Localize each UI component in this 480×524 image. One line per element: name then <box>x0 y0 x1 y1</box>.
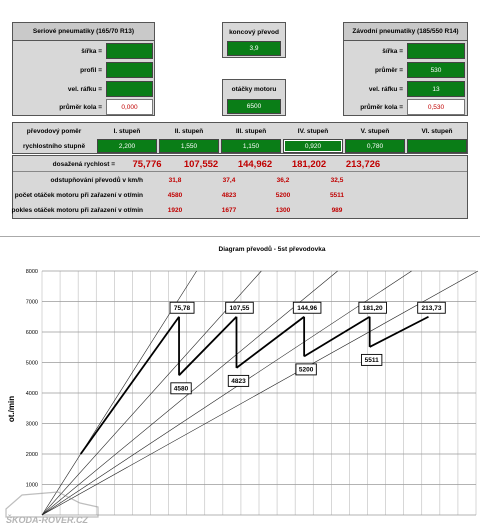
shift-rpm-label: 5511 <box>364 357 379 365</box>
ratio-input-2[interactable]: 1,550 <box>159 139 219 153</box>
ratio-input-5[interactable]: 0,780 <box>345 139 405 153</box>
sawtooth-segment <box>304 317 370 357</box>
speed-value-1: 75,776 <box>132 158 162 170</box>
race-diameter-input[interactable]: 530 <box>407 62 465 78</box>
shift-speed-label: 181,20 <box>362 305 383 313</box>
ratio-input-6[interactable] <box>407 139 467 153</box>
shift-sawtooth <box>81 317 429 454</box>
step-kmh-label: odstupňování převodů v km/h <box>50 176 143 184</box>
speed-value-5: 213,726 <box>345 158 381 170</box>
rpm-drop-4: 989 <box>331 206 343 214</box>
rpm-drop-label: pokles otáček motoru při zařazení v ot/min <box>11 206 143 214</box>
stock-tires-title: Seriové pneumatiky (165/70 R13) <box>13 23 154 41</box>
shift-speed-label: 213,73 <box>421 305 442 313</box>
engine-rpm-title: otáčky motoru <box>231 85 277 93</box>
speed-label: dosažená rychlost = <box>52 160 115 168</box>
ratio-input-3[interactable]: 1,150 <box>221 139 281 153</box>
y-tick-label: 4000 <box>25 391 38 397</box>
shift-speed-label: 75,78 <box>173 305 191 313</box>
race-rim-input[interactable]: 13 <box>407 81 465 97</box>
stock-profile-input[interactable] <box>106 62 153 78</box>
ratio-input-4[interactable]: 0,920 <box>283 139 343 153</box>
y-tick-label: 2000 <box>25 452 38 458</box>
results-table <box>12 155 468 219</box>
y-tick-label: 3000 <box>25 421 38 428</box>
shift-speed-label: 144,96 <box>297 305 318 313</box>
final-drive-input[interactable]: 3,9 <box>227 41 281 56</box>
stock-diameter-label: průměr kola = <box>13 99 105 115</box>
gear-header-6: VI. stupeň <box>421 127 453 135</box>
stock-profile-label: profil = <box>13 62 105 78</box>
chart-title: Diagram převodů - 5st převodovka <box>218 246 326 253</box>
stock-width-input[interactable] <box>106 43 153 59</box>
chart-labels <box>170 302 445 394</box>
stock-rim-label: vel. ráfku = <box>13 81 105 97</box>
rpm-drop-3: 1300 <box>275 206 291 214</box>
engine-rpm-panel <box>222 79 286 116</box>
shift-speed-label: 107,55 <box>229 305 250 313</box>
final-drive-title: koncový převod <box>229 28 279 36</box>
y-tick-label: 1000 <box>25 482 38 489</box>
step-kmh-4: 32,5 <box>330 176 344 184</box>
y-tick-label: 8000 <box>25 269 38 275</box>
ratio-row-header: převodový poměr <box>26 127 82 135</box>
race-rim-label: vel. ráfku = <box>344 81 406 97</box>
calculator-sheet <box>0 0 480 232</box>
y-tick-label: 7000 <box>25 299 38 306</box>
rpm-drop-2: 1677 <box>221 206 237 214</box>
speed-value-4: 181,202 <box>291 158 327 170</box>
gear-diagram <box>0 236 480 524</box>
gear-header-3: III. stupeň <box>235 127 267 135</box>
gear-header-2: II. stupeň <box>174 127 204 135</box>
race-tires-title: Závodní pneumatiky (185/550 R14) <box>344 23 467 41</box>
final-drive-panel <box>222 22 286 58</box>
shift-rpm-3: 5200 <box>275 191 291 199</box>
shift-rpm-label: 4823 <box>231 378 246 386</box>
results-divider <box>13 171 467 172</box>
watermark-logo <box>6 492 98 524</box>
race-diameter-value: 0,530 <box>407 99 465 115</box>
y-tick-label: 5000 <box>25 360 38 367</box>
gear-ratio-table <box>12 122 468 154</box>
shift-rpm-1: 4580 <box>167 191 183 199</box>
shift-rpm-4: 5511 <box>329 191 345 199</box>
sawtooth-segment <box>81 317 179 454</box>
speed-value-2: 107,552 <box>183 158 219 170</box>
race-diameter-input-label: průměr = <box>344 62 406 78</box>
shift-rpm-label: počet otáček motoru při zařazení v ot/min <box>14 191 143 199</box>
step-kmh-2: 37,4 <box>222 176 236 184</box>
ratio-row-label: rychlostního stupně <box>22 142 86 150</box>
y-axis-label: ot./min <box>7 395 16 423</box>
step-kmh-1: 31,8 <box>168 176 182 184</box>
sawtooth-segment <box>236 317 304 368</box>
gear-header-1: I. stupeň <box>113 127 141 135</box>
race-tires-panel <box>343 22 468 116</box>
shift-rpm-label: 4580 <box>173 385 189 393</box>
race-width-label: šířka = <box>344 43 406 59</box>
race-width-input[interactable] <box>407 43 465 59</box>
engine-rpm-input[interactable]: 6500 <box>227 99 281 114</box>
shift-rpm-label: 5200 <box>298 366 314 374</box>
step-kmh-3: 36,2 <box>276 176 290 184</box>
stock-rim-input[interactable] <box>106 81 153 97</box>
sawtooth-segment <box>179 317 236 376</box>
speed-value-3: 144,962 <box>237 158 273 170</box>
shift-rpm-2: 4823 <box>221 191 237 199</box>
car-silhouette <box>6 492 98 517</box>
rpm-drop-1: 1920 <box>167 206 183 214</box>
gear-diagram-svg <box>0 237 480 524</box>
stock-diameter-value: 0,000 <box>106 99 153 115</box>
gear-header-4: IV. stupeň <box>297 127 329 135</box>
y-tick-label: 6000 <box>25 330 38 336</box>
ratio-input-1[interactable]: 2,200 <box>97 139 157 153</box>
stock-width-label: šířka = <box>13 43 105 59</box>
stock-tires-panel <box>12 22 155 116</box>
gear-header-5: V. stupeň <box>360 127 390 135</box>
race-diameter-label: průměr kola = <box>344 99 406 115</box>
watermark-text: ŠKODA-ROVER.CZ <box>6 515 89 524</box>
